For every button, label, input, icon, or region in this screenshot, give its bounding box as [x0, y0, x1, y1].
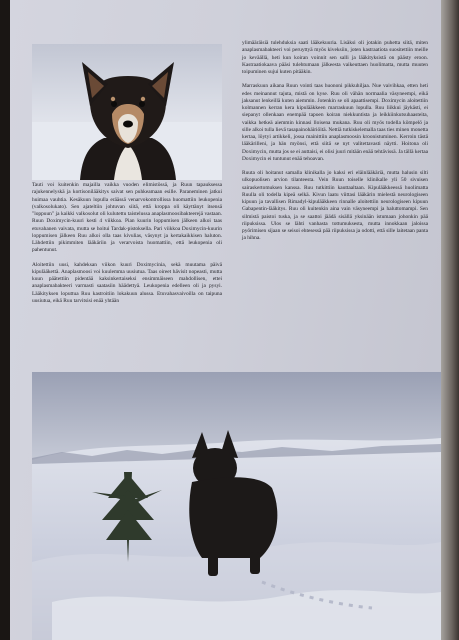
- article-paragraph: Aloitettiin uusi, kahdeksan viikon kuuri Doximycinia, sekä muutama päivä kipulääkettä. Anaplasmoosi voi kuulemma uusiutua. Taas oireet hävisit nopeasti, mutta kuun päätettiin pidentää kaksinkertaiseksi ensimmäiseen mahdollisen, ettei anaplasmabakteeri varmasti saatasiin häädettyä. Leukopenia edelleen oli ja pysyi. Lääkityksen loputtua Ruu kastroitiin lokakuun alussa. Etuvahasvaivoilla on taipuna uusiutua, eikä Ruu tarvitsisi enää yhtään: [32, 261, 222, 304]
- article-paragraph: Tauti voi kuitenkin majailla vaikka vuoden elimistössä, ja Ruun tapauksessa rajukennelyskä ja kortisonilääkitys saivat sen puhkeamaan esille. Paraneminen jatkui huimaa vauhtia. Kesäkuun lopulla eräässä venarvokontrollissa huomattiin leukopenia (valkosolukato). Sen ajateltiin johtuvan siitä, että kroppa oli käyttänyt itsensä "loppuun" ja kaikki valkosolut oli kulutettu taistelussa anaplasmoosibakteerejä vastaan. Ruun Doximycin-kuuri kesti 4 viikkoa. Pian kuurin loppumisen jälkeen alkoi taas etuvahanen vaivata, mutta se hoitui Tardak-pistoksella. Pari viikkoa Doximycin-kuurin loppumisen jälkeen Ruu alkoi olla taas kivulias, väsynyt ja kertakaikkisen haluton. Lähdettiin pikimmiten lääkäriin ja verarvoista huomattiin, että leukopenia oli pahentunut.: [32, 182, 222, 254]
- article-column-left: [32, 182, 222, 312]
- page-spine-shadow: [441, 0, 459, 640]
- article-paragraph: Ruuta oli hoitanut samalla klinikalla jo kaksi eri eläinlääkäriä, mutta halusin silti ulkopuolisen arvion tilanteesta. Vein Ruun toiselle klinikalle yli 50 sivuisen sairaskertomuksen kanssa. Ruu tutkittiin kauttaaltaan. Kipulääkkeessä huolimatta Ruulla oli todella kipeä selkä. Kivun laatu viittasi lääkärin mielestä neurologiseen kipuun ja tavallisen Rimadyl-kipulääkkeen rinnalle aloitettiin neurologiseen kipuun Gabapentin-lääkitys. Ruu oli kuitenkin aina vain väsyneempi ja haluttomampi. Sen silmistä paistoi tuska, ja se saattoi jäädä sisällä yksinään istumaan johonkin pää riipuksissa. Ulos se lähti vanhasta tottumuksesta, mutta innokkaan jaloissa pyörimisen sijaan se seisoi ehtesessä pää riipuksissa ja odotti, että sille laitetaan panta ja hihna.: [242, 170, 428, 242]
- dog-portrait-illustration: [32, 44, 222, 180]
- article-paragraph: Marraskuun aikana Ruun vointi taas huononi pikkuhiljaa. Nue vaivihkaa, etten heti edes meinannut tajuta, mistä on kyse. Ruu oli vähän normaalia väsyneempi, eikä jaksanut lenkeillä kuten aiemmin. Jotenkin se oli apaattisempi. Doximycin aloitettiin kolmannen kerran kera kipulääkkeen marraskuun lopulla. Ruu liikkui jäykästi, ei siepanyt ollenkaan enempää tapoen koiran niekkuntista ja leikkiinkutsuhaasteita, vaikka hetkeä aiemmin kinnasi lloisena mukana. Ruu oli myös todella kömpelö ja sille alkoi tulla lievä tasapainohäiriöitä. Nettiä tutkiskelemalla taas ties minen monetta kertaa, löytyi artikkeli, jossa mainittiin anaplasmoosin kroonistuminen. Kerroin tästä lääkärilleni, ja hän myönsi, että siitä se nyt valitettavasti näytti. Hoitona oli Doximycin, mutta jos se ei auttaisi, ei olisi juuri mitään enää tehtävissä. Ja tällä kertaa Doximycin ei tuntunut enää tehoavan.: [242, 83, 428, 162]
- magazine-page: [10, 0, 441, 640]
- dog-portrait-photo: [32, 44, 222, 180]
- article-paragraph: ylimääräisiä tulehduksia saati lääkekuuria. Lisäksi oli jotakin puhetta siitä, miten anaplasmabakteeri voi peruyttyä myös kiveksiin, joten kastraatiota suositettiin meille jo keväällä, heti kun koiran voinnit sen salli ja lääkityksistä on päästy eroon. Kastraatiokaava pääsi tulehtumaan jälkeesta vaikeuttaen huolimatta, mutta muuten toipuminen sujui kuten pitääkin.: [242, 40, 428, 75]
- dog-snow-landscape-photo: [32, 372, 441, 640]
- article-column-right: [242, 40, 428, 250]
- snow-landscape-illustration: [32, 372, 441, 640]
